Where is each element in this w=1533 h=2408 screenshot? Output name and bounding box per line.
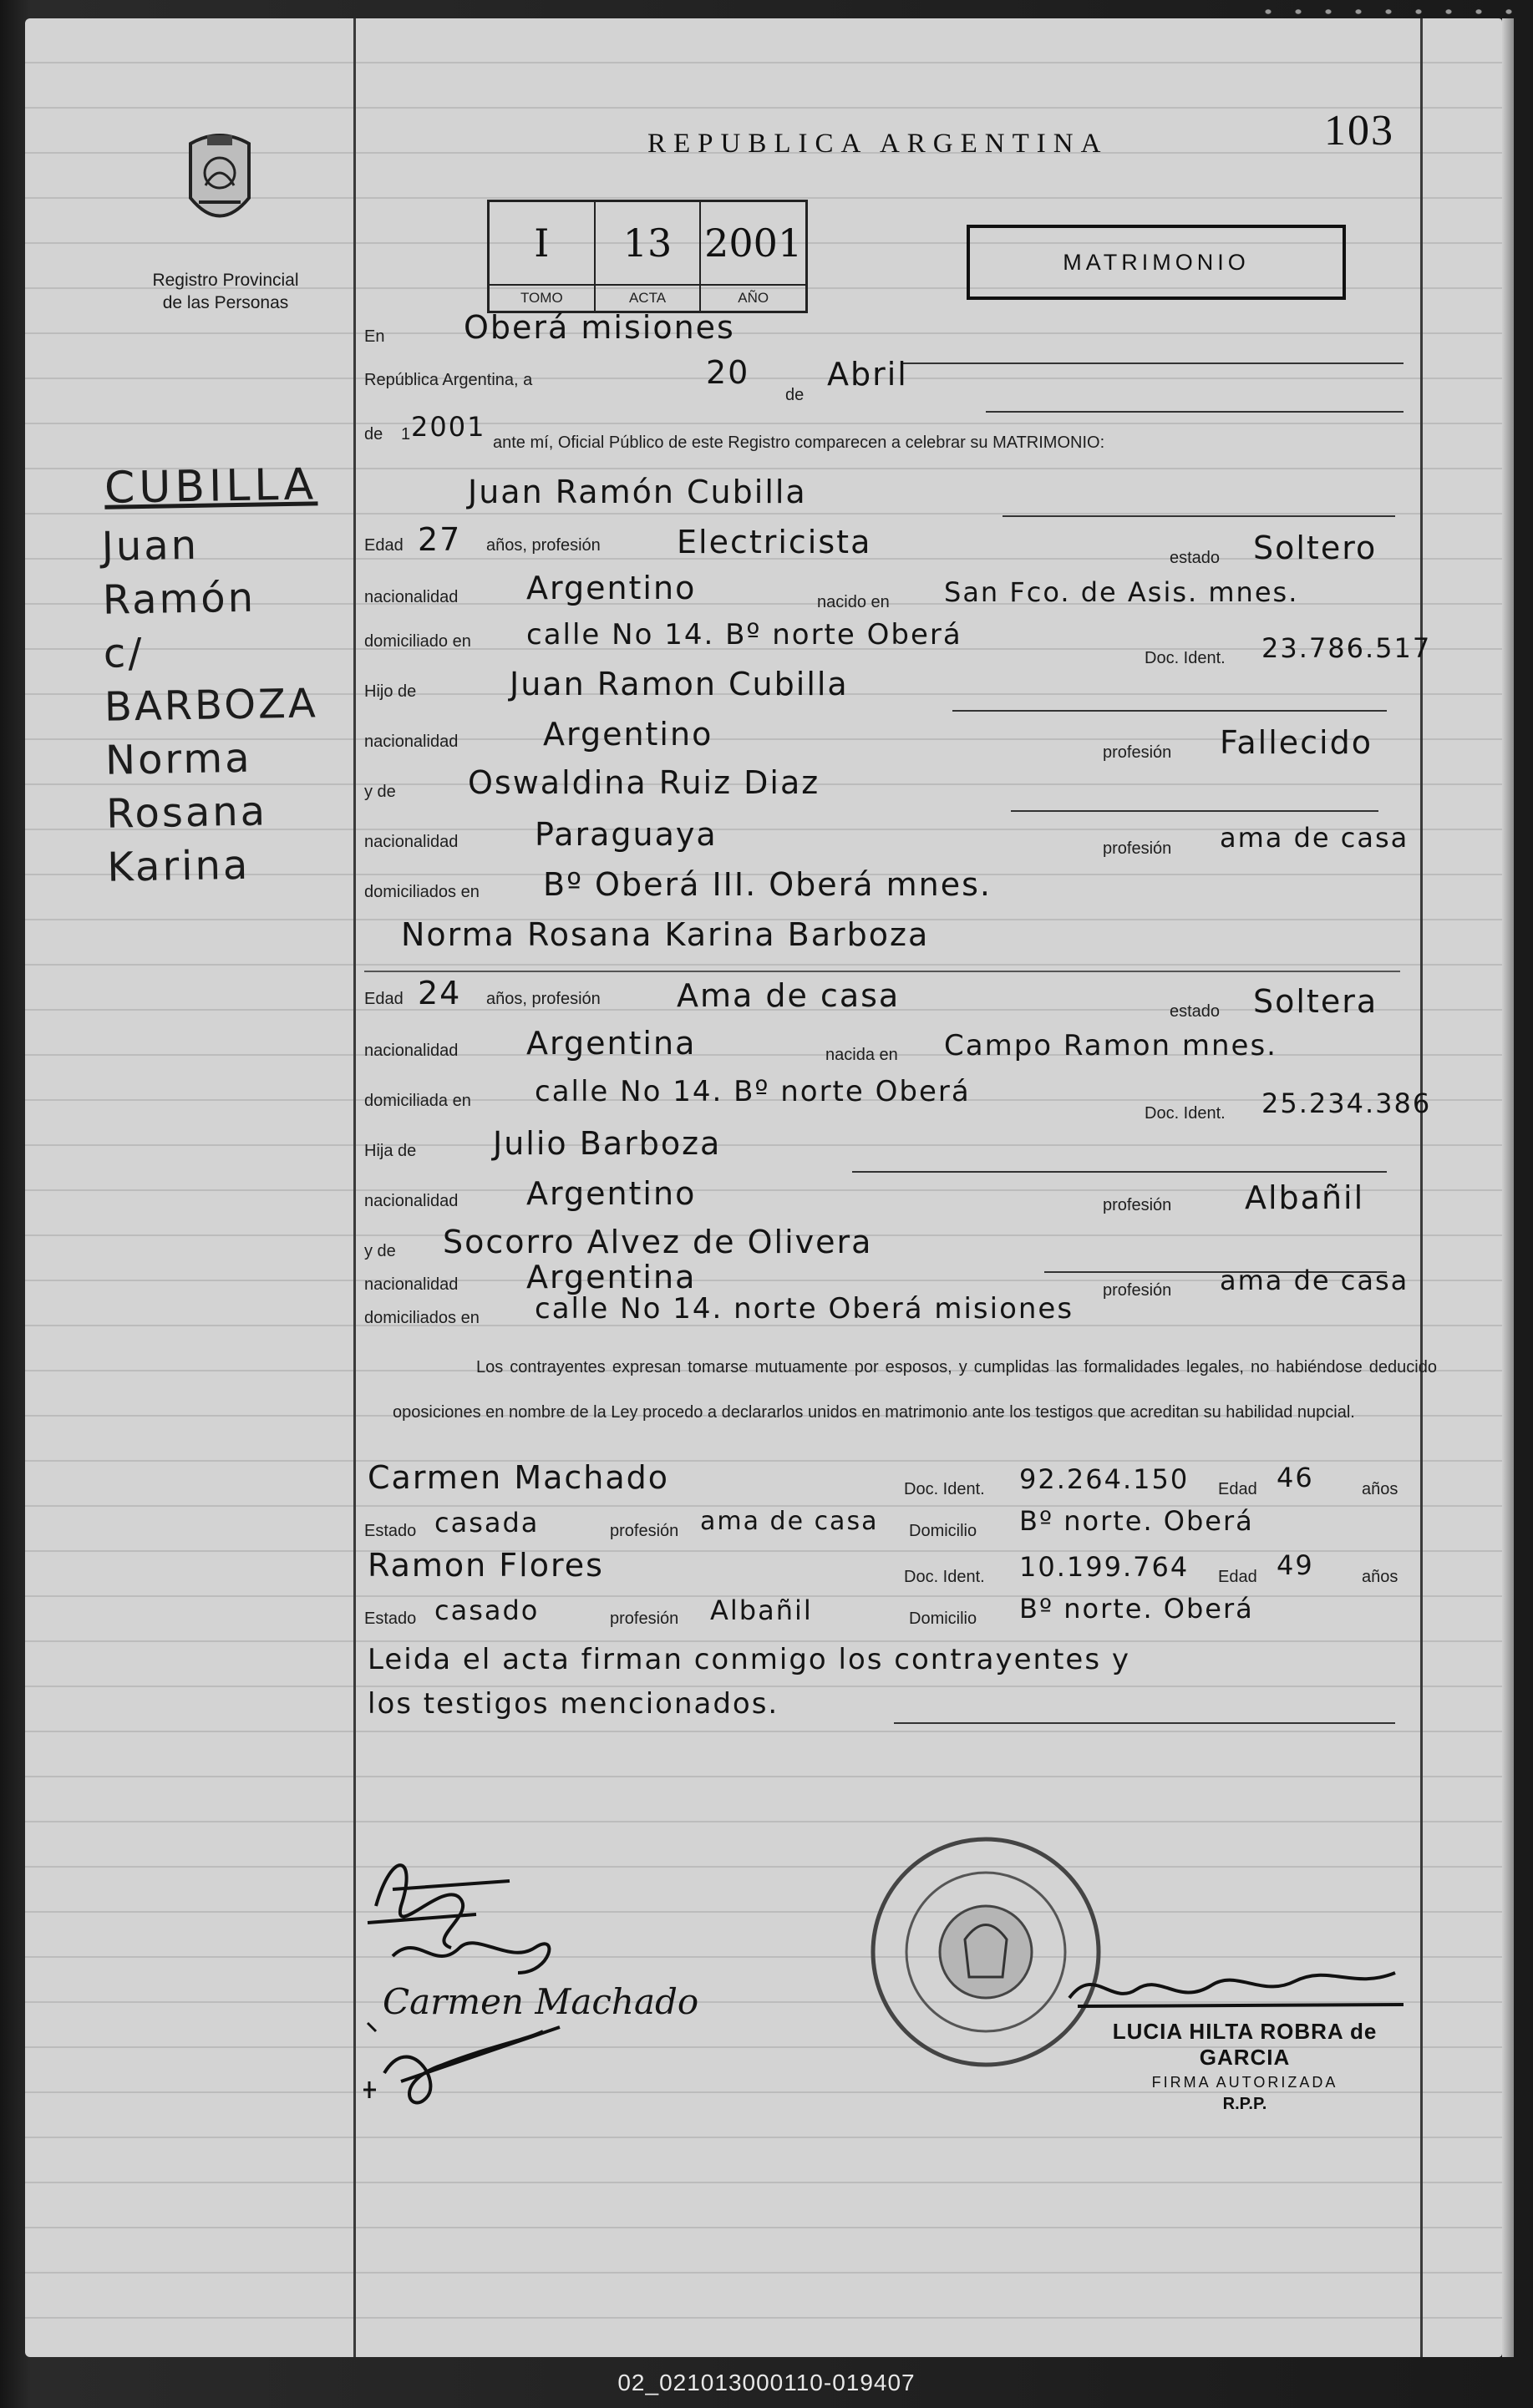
folio-number: 103	[1324, 107, 1394, 155]
blank-line	[902, 362, 1404, 364]
register-page	[25, 18, 1502, 2357]
registry-name	[134, 269, 317, 314]
witness1-age: 46	[1277, 1462, 1314, 1493]
registry-reference-box	[487, 200, 808, 313]
place-value: Oberá misiones	[464, 309, 735, 346]
section-divider	[364, 971, 1400, 972]
closing-line-1: Leida el acta firman conmigo los contrayentes y	[368, 1643, 1130, 1676]
witness2-age-label: Edad	[1218, 1568, 1257, 1586]
witness1-doc: 92.264.150	[1019, 1463, 1190, 1495]
groom-mother-profession-label: profesión	[1103, 839, 1172, 858]
tomo-cell	[490, 202, 596, 311]
groom-father-profession-label: profesión	[1103, 743, 1172, 762]
bride-mother-nationality-label: nacionalidad	[364, 1275, 459, 1294]
bride-address-label: domiciliada en	[364, 1092, 471, 1110]
blank-line	[952, 710, 1387, 712]
blank-line	[986, 411, 1404, 413]
bride-age: 24	[418, 975, 462, 1011]
day-value: 20	[706, 354, 750, 391]
witness2-anos-label: años	[1362, 1568, 1398, 1586]
bride-father: Julio Barboza	[493, 1125, 722, 1162]
bride-father-nationality: Argentino	[526, 1175, 697, 1212]
groom-address: calle No 14. Bº norte Oberá	[526, 618, 962, 651]
bride-name: Norma Rosana Karina Barboza	[401, 916, 930, 953]
witness2-age: 49	[1277, 1549, 1314, 1581]
bride-nationality-label: nacionalidad	[364, 1042, 459, 1060]
witness1-age-label: Edad	[1218, 1480, 1257, 1498]
bride-parents-address-label: domiciliados en	[364, 1309, 480, 1327]
bride-estado-label: estado	[1170, 1002, 1221, 1021]
bride-doc-label: Doc. Ident.	[1145, 1104, 1226, 1123]
bride-mother-nationality: Argentina	[526, 1259, 697, 1295]
year-prefix: 1	[401, 425, 411, 444]
blank-line	[894, 1722, 1395, 1724]
margin-line: Karina	[106, 841, 251, 891]
bride-father-profession: Albañil	[1245, 1179, 1365, 1216]
bride-doc: 25.234.386	[1261, 1087, 1432, 1119]
groom-estado-label: estado	[1170, 549, 1221, 567]
bride-estado: Soltera	[1253, 983, 1378, 1020]
groom-mother-profession: ama de casa	[1220, 822, 1409, 854]
blank-line	[1011, 810, 1378, 812]
month-value: Abril	[827, 356, 908, 393]
bride-father-label: Hija de	[364, 1142, 417, 1160]
blank-line	[1003, 515, 1395, 517]
year-label: AÑO	[701, 284, 805, 311]
intro-text: ante mí, Oficial Público de este Registro comparecen a celebrar su MATRIMONIO:	[493, 433, 1105, 452]
bride-mother-label: y de	[364, 1242, 396, 1260]
en-label: En	[364, 327, 385, 346]
republic-heading: REPUBLICA ARGENTINA	[647, 129, 1109, 159]
groom-parents-address-label: domiciliados en	[364, 883, 480, 901]
groom-father-profession: Fallecido	[1220, 724, 1373, 761]
registry-name-line1: Registro Provincial	[152, 271, 299, 290]
bride-parents-address: calle No 14. norte Oberá misiones	[535, 1292, 1074, 1326]
margin-line: Juan	[101, 521, 200, 570]
witness2-address-label: Domicilio	[909, 1610, 977, 1628]
groom-birthplace-label: nacido en	[817, 593, 890, 611]
groom-profession: Electricista	[677, 524, 872, 560]
witness2-name: Ramon Flores	[368, 1547, 604, 1584]
bride-mother: Socorro Alvez de Olivera	[443, 1224, 873, 1260]
margin-surname: CUBILLA	[104, 459, 318, 514]
blank-line	[852, 1171, 1387, 1173]
acta-label: ACTA	[596, 284, 700, 311]
witness2-estado-label: Estado	[364, 1610, 417, 1628]
right-rule	[1420, 18, 1423, 2357]
bride-age-label: Edad	[364, 990, 404, 1008]
witness1-address-label: Domicilio	[909, 1522, 977, 1540]
groom-estado: Soltero	[1253, 530, 1378, 566]
groom-parents-address: Bº Oberá III. Oberá mnes.	[543, 866, 992, 903]
bride-birthplace-label: nacida en	[825, 1046, 898, 1064]
year-value: 2001	[704, 221, 803, 266]
official-role: FIRMA AUTORIZADA	[1151, 2074, 1338, 2091]
groom-doc: 23.786.517	[1261, 632, 1432, 664]
tomo-label: TOMO	[490, 284, 594, 311]
groom-nationality: Argentino	[526, 570, 697, 606]
groom-father: Juan Ramon Cubilla	[510, 666, 849, 702]
declaration-text: Los contrayentes expresan tomarse mutuamente por esposos, y cumplidas las formalidades legales, no habiéndose deducido oposiciones en nombre de la Ley procedo a declararlos unidos en matrimonio ante los testigos que acreditan su habilidad nupcial.	[393, 1358, 1437, 1422]
witness1-anos-label: años	[1362, 1480, 1398, 1498]
de-label: de	[785, 386, 805, 404]
provincial-shield-icon	[182, 127, 257, 236]
registry-name-line2: de las Personas	[162, 293, 289, 312]
groom-mother: Oswaldina Ruiz Diaz	[468, 764, 820, 801]
closing-line-2: los testigos mencionados.	[368, 1687, 779, 1721]
groom-age-label: Edad	[364, 536, 404, 555]
acta-value: 13	[622, 221, 673, 266]
groom-mother-label: y de	[364, 783, 396, 801]
groom-father-label: Hijo de	[364, 682, 417, 701]
bride-mother-profession: ama de casa	[1220, 1265, 1409, 1296]
witness1-profession: ama de casa	[700, 1507, 879, 1536]
image-caption: 02_021013000110-019407	[617, 2370, 916, 2395]
witness1-doc-label: Doc. Ident.	[904, 1480, 985, 1498]
margin-line: Ramón	[102, 574, 256, 624]
witness1-name: Carmen Machado	[368, 1459, 670, 1496]
year-cell	[701, 202, 805, 311]
act-type-box: MATRIMONIO	[967, 225, 1346, 300]
witness1-profession-label: profesión	[610, 1522, 679, 1540]
witness2-address: Bº norte. Oberá	[1019, 1593, 1254, 1625]
official-block	[1069, 2019, 1420, 2114]
tomo-value: I	[534, 221, 550, 266]
witness2-profession: Albañil	[710, 1594, 813, 1626]
margin-line: Rosana	[105, 788, 268, 838]
witness2-doc-label: Doc. Ident.	[904, 1568, 985, 1586]
groom-doc-label: Doc. Ident.	[1145, 649, 1226, 667]
groom-nationality-label: nacionalidad	[364, 588, 459, 606]
acta-cell	[596, 202, 702, 311]
bride-father-profession-label: profesión	[1103, 1196, 1172, 1214]
bride-birthplace: Campo Ramon mnes.	[944, 1029, 1277, 1062]
groom-address-label: domiciliado en	[364, 632, 471, 651]
margin-annotation	[101, 515, 375, 895]
bride-address: calle No 14. Bº norte Oberá	[535, 1075, 971, 1108]
official-signature	[1061, 1948, 1412, 2023]
witness2-doc: 10.199.764	[1019, 1551, 1190, 1583]
bride-mother-profession-label: profesión	[1103, 1281, 1172, 1300]
margin-line: Norma	[104, 734, 252, 784]
official-rpp: R.P.P.	[1222, 2095, 1267, 2113]
groom-birthplace: San Fco. de Asis. mnes.	[944, 576, 1299, 608]
bride-profession-label: años, profesión	[486, 990, 601, 1008]
witness1-estado: casada	[434, 1507, 540, 1539]
bride-nationality: Argentina	[526, 1025, 697, 1062]
bride-profession: Ama de casa	[677, 977, 901, 1014]
groom-mother-nationality: Paraguaya	[535, 816, 718, 853]
witness1-address: Bº norte. Oberá	[1019, 1505, 1254, 1537]
groom-mother-nationality-label: nacionalidad	[364, 833, 459, 851]
republica-label: República Argentina, a	[364, 371, 533, 389]
witness2-profession-label: profesión	[610, 1610, 679, 1628]
groom-profession-label: años, profesión	[486, 536, 601, 555]
bride-father-nationality-label: nacionalidad	[364, 1192, 459, 1210]
witness-signature: Carmen Machado	[383, 1981, 699, 2022]
margin-line: c/	[103, 629, 145, 677]
groom-father-nationality-label: nacionalidad	[364, 733, 459, 751]
witness1-estado-label: Estado	[364, 1522, 417, 1540]
official-name: LUCIA HILTA ROBRA de GARCIA	[1112, 2019, 1378, 2070]
groom-age: 27	[418, 521, 462, 558]
year-value-handwritten: 2001	[411, 411, 486, 443]
de2-label: de	[364, 425, 383, 444]
groom-father-nationality: Argentino	[543, 716, 713, 753]
groom-name: Juan Ramón Cubilla	[468, 474, 807, 510]
margin-line: BARBOZA	[104, 680, 319, 731]
witness2-estado: casado	[434, 1594, 540, 1626]
